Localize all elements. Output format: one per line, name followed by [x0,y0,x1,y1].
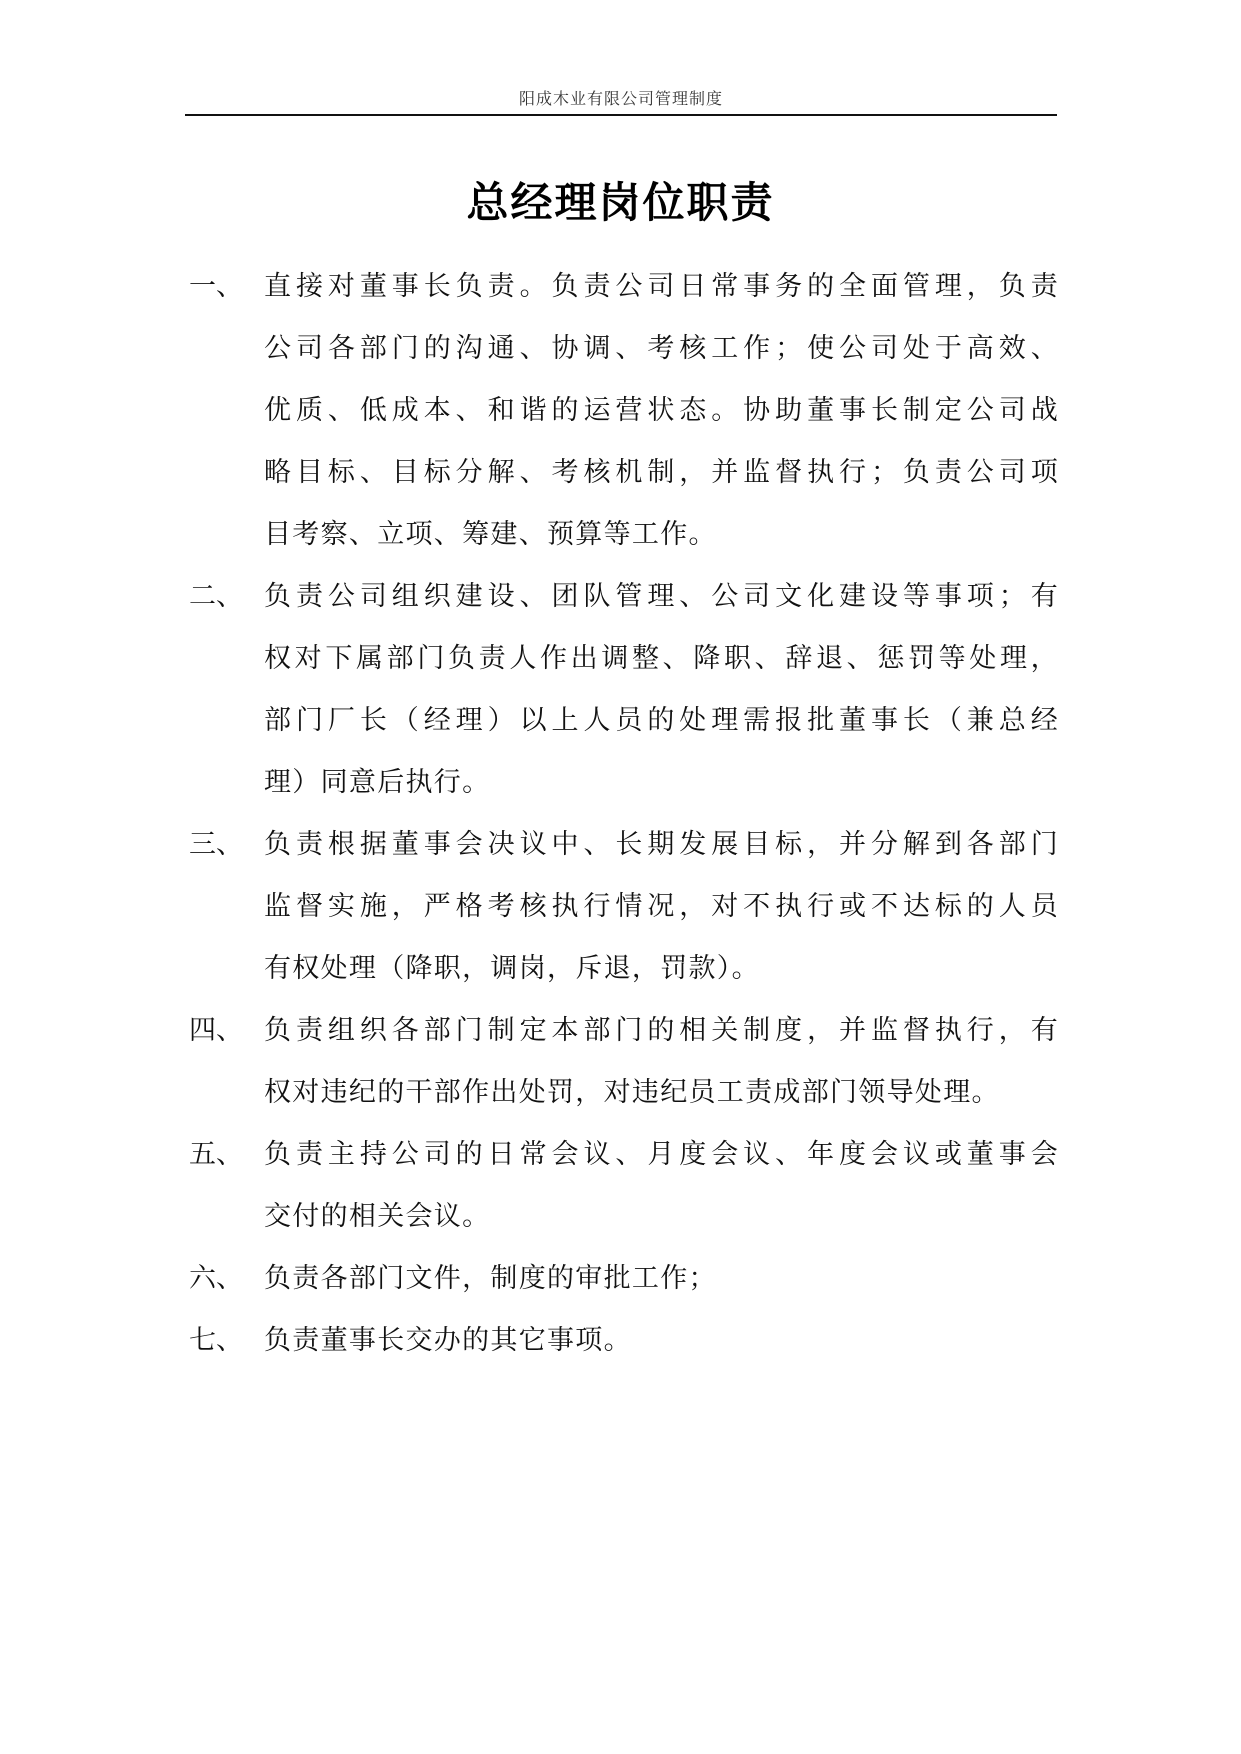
duty-number: 一、 [189,271,243,302]
duty-line: 目考察、立项、筹建、预算等工作。 [264,519,717,550]
document-title: 总经理岗位职责 [466,178,775,227]
duty-item [189,1124,1059,1248]
duty-item [189,256,1059,566]
duty-text [264,566,1059,814]
duty-line: 权对下属部门负责人作出调整、降职、辞退、惩罚等处理， [264,643,1059,674]
duty-line: 直接对董事长负责。负责公司日常事务的全面管理，负责 [264,271,1059,302]
duty-line: 负责董事长交办的其它事项。 [264,1325,632,1356]
duty-number: 五、 [189,1139,243,1170]
duty-text [264,1248,1059,1310]
duty-line: 权对违纪的干部作出处罚，对违纪员工责成部门领导处理。 [264,1077,1000,1108]
duty-number: 七、 [189,1325,243,1356]
duty-text [264,256,1059,566]
duty-text [264,814,1059,1000]
duty-line: 交付的相关会议。 [264,1201,491,1232]
duty-line: 公司各部门的沟通、协调、考核工作；使公司处于高效、 [264,333,1059,364]
duty-list [189,256,1059,1372]
duty-line: 优质、低成本、和谐的运营状态。协助董事长制定公司战 [264,395,1059,426]
duty-number: 六、 [189,1263,243,1294]
duty-text [264,1124,1059,1248]
duty-text [264,1310,1059,1372]
duty-item [189,814,1059,1000]
duty-line: 有权处理（降职，调岗，斥退，罚款）。 [264,953,760,984]
header-divider [185,114,1057,116]
duty-line: 负责组织各部门制定本部门的相关制度，并监督执行，有 [264,1015,1059,1046]
duty-text [264,1000,1059,1124]
duty-line: 负责各部门文件，制度的审批工作； [264,1263,717,1294]
duty-line: 部门厂长（经理）以上人员的处理需报批董事长（兼总经 [264,705,1059,736]
duty-item [189,1248,1059,1310]
page-header: 阳成木业有限公司管理制度 [518,89,723,108]
duty-line: 负责公司组织建设、团队管理、公司文化建设等事项；有 [264,581,1059,612]
duty-line: 略目标、目标分解、考核机制，并监督执行；负责公司项 [264,457,1059,488]
duty-number: 二、 [189,581,243,612]
duty-number: 四、 [189,1015,243,1046]
duty-line: 负责主持公司的日常会议、月度会议、年度会议或董事会 [264,1139,1059,1170]
duty-number: 三、 [189,829,243,860]
duty-line: 负责根据董事会决议中、长期发展目标，并分解到各部门 [264,829,1059,860]
duty-line: 理）同意后执行。 [264,767,491,798]
duty-item [189,1000,1059,1124]
duty-item [189,566,1059,814]
duty-line: 监督实施，严格考核执行情况，对不执行或不达标的人员 [264,891,1059,922]
duty-item [189,1310,1059,1372]
